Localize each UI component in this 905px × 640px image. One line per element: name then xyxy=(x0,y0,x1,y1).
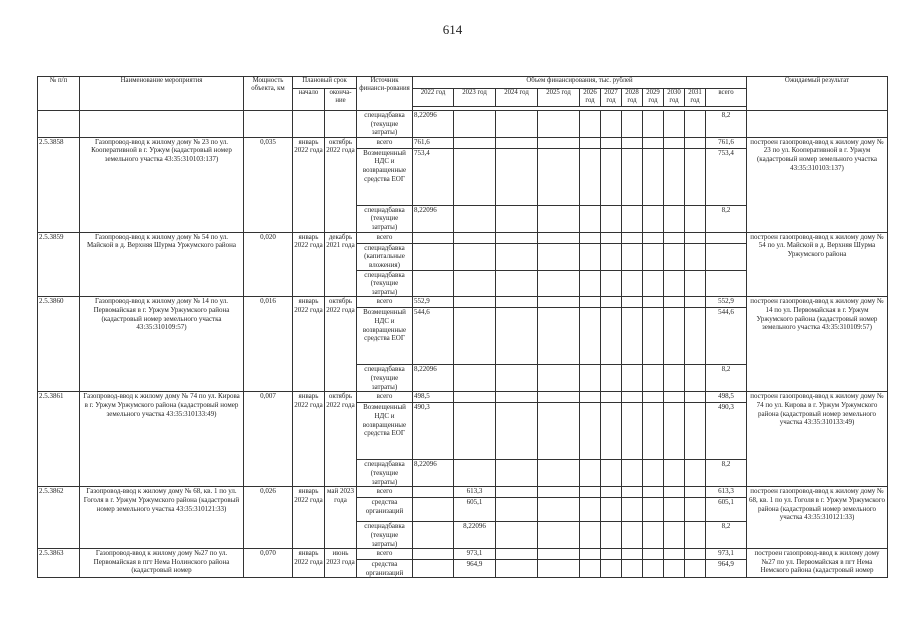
cell-year-empty xyxy=(664,205,685,232)
cell-year-2023: 613,3 xyxy=(454,487,496,498)
cell-year-empty xyxy=(538,297,580,308)
cell-result: построен газопровод-ввод к жилому дому №27 по ул. Первомайская в пгт Нема Немского района (кадастровый номер xyxy=(747,549,888,578)
cell-year-2022: 498,5 xyxy=(413,392,454,403)
header-year: 2025 год xyxy=(538,89,580,107)
cell-year-empty xyxy=(622,148,643,205)
cell-year-empty xyxy=(622,297,643,308)
cell-year-empty xyxy=(622,403,643,460)
cell-year-empty xyxy=(496,460,538,487)
cell-year-empty xyxy=(580,560,601,578)
cell-year-empty xyxy=(664,232,685,243)
cell-year-empty xyxy=(580,403,601,460)
cell-year-empty xyxy=(622,460,643,487)
cell-year-empty xyxy=(538,392,580,403)
cell-year-empty xyxy=(664,297,685,308)
table-row xyxy=(38,232,888,243)
cell-year-2022 xyxy=(413,498,454,522)
cell-capacity: 0,007 xyxy=(244,392,293,487)
cell-year-empty xyxy=(496,243,538,270)
cell-year-empty xyxy=(538,560,580,578)
cell-year-2022: 8,22096 xyxy=(413,205,454,232)
cell-year-empty xyxy=(622,522,643,549)
header-year: 2031 год xyxy=(685,89,706,107)
header-start: начало xyxy=(293,89,325,111)
cell-total: 973,1 xyxy=(706,549,747,560)
cell-start: январь 2022 года xyxy=(293,392,325,487)
cell-num: 2.5.3862 xyxy=(38,487,80,549)
cell-year-empty xyxy=(643,403,664,460)
cell-year-empty xyxy=(538,205,580,232)
cell-year-empty xyxy=(580,365,601,392)
cell-year-2022 xyxy=(413,560,454,578)
cell-total: 761,6 xyxy=(706,137,747,148)
cell-year-2022: 544,6 xyxy=(413,308,454,365)
table-row xyxy=(38,111,888,138)
cell-year-empty xyxy=(643,522,664,549)
cell-year-empty xyxy=(622,549,643,560)
cell-year-2022 xyxy=(413,243,454,270)
cell-year-2023 xyxy=(454,403,496,460)
cell-year-empty xyxy=(580,148,601,205)
cell-start: январь 2022 года xyxy=(293,232,325,297)
cell-year-empty xyxy=(664,148,685,205)
cell-year-empty xyxy=(685,498,706,522)
cell-year-empty xyxy=(664,487,685,498)
header-total: всего xyxy=(706,89,747,107)
cell-end: октябрь 2022 года xyxy=(325,137,357,232)
cell-year-empty xyxy=(601,392,622,403)
cell-source: спецнадбавка (текущие затраты) xyxy=(357,111,413,138)
cell-year-2023 xyxy=(454,243,496,270)
cell-name: Газопровод-ввод к жилому дому № 14 по ул. Первомайская в г. Уржум Уржумского района (кадастровый номер земельного участка 43:35:310109:57) xyxy=(80,297,244,392)
cell-year-2023 xyxy=(454,232,496,243)
cell-year-empty xyxy=(580,308,601,365)
cell-year-empty xyxy=(496,560,538,578)
header-year: 2026 год xyxy=(580,89,601,107)
cell-year-empty xyxy=(601,232,622,243)
cell-year-2023 xyxy=(454,137,496,148)
cell-year-empty xyxy=(685,392,706,403)
cell-num: 2.5.3860 xyxy=(38,297,80,392)
cell-year-empty xyxy=(685,137,706,148)
cell-year-empty xyxy=(622,308,643,365)
cell-year-empty xyxy=(601,308,622,365)
cell-year-2023 xyxy=(454,460,496,487)
cell-year-empty xyxy=(601,148,622,205)
cell-source: спецнадбавка (текущие затраты) xyxy=(357,365,413,392)
cell-source: спецнадбавка (капитальные вложения) xyxy=(357,243,413,270)
cell-year-empty xyxy=(580,460,601,487)
cell-year-empty xyxy=(685,243,706,270)
table-row xyxy=(38,297,888,308)
cell-total: 964,9 xyxy=(706,560,747,578)
cell-year-2023 xyxy=(454,365,496,392)
header-plan-period: Плановый срок xyxy=(293,77,357,89)
cell-source: всего xyxy=(357,549,413,560)
cell-year-empty xyxy=(685,522,706,549)
cell-total xyxy=(706,243,747,270)
cell-end: октябрь 2022 года xyxy=(325,297,357,392)
cell-year-empty xyxy=(601,549,622,560)
cell-year-empty xyxy=(580,487,601,498)
cell-year-empty xyxy=(622,392,643,403)
cell-year-empty xyxy=(622,232,643,243)
cell-source: всего xyxy=(357,487,413,498)
cell-year-empty xyxy=(496,148,538,205)
cell-start: январь 2022 года xyxy=(293,549,325,578)
cell-source: спецнадбавка (текущие затраты) xyxy=(357,522,413,549)
cell-year-2022: 761,6 xyxy=(413,137,454,148)
cell-total: 498,5 xyxy=(706,392,747,403)
cell-year-2023: 973,1 xyxy=(454,549,496,560)
cell-year-empty xyxy=(538,460,580,487)
header-year: 2024 год xyxy=(496,89,538,107)
header-year: 2030 год xyxy=(664,89,685,107)
cell-year-empty xyxy=(643,243,664,270)
cell-year-empty xyxy=(685,297,706,308)
cell-year-empty xyxy=(496,308,538,365)
cell-result: построен газопровод-ввод к жилому дому № 14 по ул. Первомайская в г. Уржум Уржумского района (кадастровый номер земельного участка 43:35:310109:57) xyxy=(747,297,888,392)
cell-capacity: 0,070 xyxy=(244,549,293,578)
cell-source: всего xyxy=(357,392,413,403)
cell-year-empty xyxy=(664,243,685,270)
cell-year-2022 xyxy=(413,270,454,297)
cell-result: построен газопровод-ввод к жилому дому № 54 по ул. Майской в д. Верхняя Шурма Уржумского района xyxy=(747,232,888,297)
cell-year-empty xyxy=(580,392,601,403)
cell-year-empty xyxy=(601,560,622,578)
cell-end: октябрь 2022 года xyxy=(325,392,357,487)
cell-year-2022 xyxy=(413,232,454,243)
cell-year-empty xyxy=(538,232,580,243)
cell-year-empty xyxy=(643,560,664,578)
cell-year-empty xyxy=(643,270,664,297)
cell-year-empty xyxy=(538,487,580,498)
cell-year-empty xyxy=(622,205,643,232)
cell-source: Возмещенный НДС и возвращенные средства ЕОГ xyxy=(357,403,413,460)
header-year: 2029 год xyxy=(643,89,664,107)
cell-year-empty xyxy=(685,205,706,232)
cell-year-empty xyxy=(664,522,685,549)
cell-year-empty xyxy=(601,137,622,148)
table-row xyxy=(38,487,888,498)
header-year: 2028 год xyxy=(622,89,643,107)
cell-year-empty xyxy=(601,365,622,392)
cell-year-empty xyxy=(580,522,601,549)
header-result: Ожидаемый результат xyxy=(747,77,888,111)
cell-year-empty xyxy=(622,365,643,392)
header-year: 2023 год xyxy=(454,89,496,107)
cell-start: январь 2022 года xyxy=(293,297,325,392)
cell-year-empty xyxy=(622,498,643,522)
cell-year-2022 xyxy=(413,487,454,498)
cell-name: Газопровод-ввод к жилому дому № 74 по ул. Кирова в г. Уржум Уржумского района (кадастровый номер земельного участка 43:35:310133:49) xyxy=(80,392,244,487)
cell-year-empty xyxy=(622,487,643,498)
cell-year-empty xyxy=(496,365,538,392)
cell-year-empty xyxy=(643,365,664,392)
cell-year-2022: 8,22096 xyxy=(413,365,454,392)
header-capacity: Мощность объекта, км xyxy=(244,77,293,111)
cell-year-empty xyxy=(601,460,622,487)
cell-year-empty xyxy=(538,549,580,560)
cell-source: всего xyxy=(357,232,413,243)
cell-year-2023 xyxy=(454,308,496,365)
cell-result: построен газопровод-ввод к жилому дому № 23 по ул. Кооперативной в г. Уржум (кадастровый номер земельного участка 43:35:310103:137) xyxy=(747,137,888,232)
cell-year-2023: 605,1 xyxy=(454,498,496,522)
header-year: 2022 год xyxy=(413,89,454,107)
cell-year-2023 xyxy=(454,205,496,232)
cell-source: спецнадбавка (текущие затраты) xyxy=(357,460,413,487)
cell-year-empty xyxy=(580,205,601,232)
cell-year-empty xyxy=(538,498,580,522)
cell-year-empty xyxy=(538,522,580,549)
cell-year-empty xyxy=(496,392,538,403)
cell-year-2023: 8,22096 xyxy=(454,522,496,549)
cell-year-2023 xyxy=(454,148,496,205)
cell-year-empty xyxy=(643,392,664,403)
cell-end: май 2023 года xyxy=(325,487,357,549)
cell-capacity: 0,035 xyxy=(244,137,293,232)
cell-total: 544,6 xyxy=(706,308,747,365)
funding-table xyxy=(37,76,888,578)
cell-year-empty xyxy=(685,270,706,297)
cell-total: 552,9 xyxy=(706,297,747,308)
cell-year-empty xyxy=(601,403,622,460)
cell-year-empty xyxy=(685,460,706,487)
cell-year-empty xyxy=(496,205,538,232)
cell-total: 613,3 xyxy=(706,487,747,498)
cell-year-empty xyxy=(664,549,685,560)
cell-year-empty xyxy=(601,205,622,232)
cell-num: 2.5.3859 xyxy=(38,232,80,297)
cell-year-empty xyxy=(643,308,664,365)
cell-result: построен газопровод-ввод к жилому дому № 68, кв. 1 по ул. Гоголя в г. Уржум Уржумского района (кадастровый номер земельного участка 43:35:310121:33) xyxy=(747,487,888,549)
cell-source: всего xyxy=(357,297,413,308)
cell-name: Газопровод-ввод к жилому дому № 54 по ул. Майской в д. Верхняя Шурма Уржумского района xyxy=(80,232,244,297)
cell-year-empty xyxy=(664,560,685,578)
cell-year-empty xyxy=(622,270,643,297)
cell-year-empty xyxy=(496,137,538,148)
cell-year-empty xyxy=(685,365,706,392)
cell-start: январь 2022 года xyxy=(293,137,325,232)
header-name: Наименование мероприятия xyxy=(80,77,244,111)
cell-end: декабрь 2021 года xyxy=(325,232,357,297)
cell-total: 8,2 xyxy=(706,522,747,549)
cell-source: спецнадбавка (текущие затраты) xyxy=(357,205,413,232)
cell-year-empty xyxy=(496,232,538,243)
cell-num: 2.5.3863 xyxy=(38,549,80,578)
cell-year-empty xyxy=(664,392,685,403)
cell-year-empty xyxy=(496,270,538,297)
cell-source: Возмещенный НДС и возвращенные средства ЕОГ xyxy=(357,308,413,365)
cell-year-empty xyxy=(643,148,664,205)
cell-year-empty xyxy=(664,137,685,148)
cell-year-empty xyxy=(496,522,538,549)
cell-total xyxy=(706,270,747,297)
page-number: 614 xyxy=(442,22,463,37)
cell-start: январь 2022 года xyxy=(293,487,325,549)
cell-total xyxy=(706,232,747,243)
cell-year-empty xyxy=(580,297,601,308)
cell-source: средства организаций xyxy=(357,560,413,578)
cell-total: 8,2 xyxy=(706,205,747,232)
cell-year-empty xyxy=(496,487,538,498)
cell-year-empty xyxy=(643,205,664,232)
cell-year-empty xyxy=(580,243,601,270)
cell-name: Газопровод-ввод к жилому дому № 23 по ул. Кооперативной в г. Уржум (кадастровый номер земельного участка 43:35:310103:137) xyxy=(80,137,244,232)
cell-year-empty xyxy=(622,560,643,578)
cell-source: средства организаций xyxy=(357,498,413,522)
cell-year-empty xyxy=(538,365,580,392)
cell-year-2022: 753,4 xyxy=(413,148,454,205)
cell-year-empty xyxy=(685,487,706,498)
table-row xyxy=(38,392,888,403)
cell-year-empty xyxy=(643,549,664,560)
cell-year-empty xyxy=(664,498,685,522)
table-row xyxy=(38,549,888,560)
cell-year-empty xyxy=(496,297,538,308)
header-source: Источник финанси-рования xyxy=(357,77,413,111)
cell-name: Газопровод-ввод к жилому дому № 68, кв. 1 по ул. Гоголя в г. Уржум Уржумского района (кадастровый номер земельного участка 43:35:310121:33) xyxy=(80,487,244,549)
cell-year-empty xyxy=(580,232,601,243)
cell-year-empty xyxy=(685,560,706,578)
cell-year-2022 xyxy=(413,549,454,560)
cell-year-empty xyxy=(643,137,664,148)
cell-total: 8,2 xyxy=(706,460,747,487)
cell-num: 2.5.3861 xyxy=(38,392,80,487)
cell-year-2022 xyxy=(413,522,454,549)
cell-year-empty xyxy=(685,148,706,205)
cell-year-2022: 8,22096 xyxy=(413,460,454,487)
cell-year-empty xyxy=(580,137,601,148)
cell-year-empty xyxy=(601,487,622,498)
cell-year-empty xyxy=(496,549,538,560)
cell-year-empty xyxy=(643,498,664,522)
cell-year-2023 xyxy=(454,297,496,308)
header-num: № п/п xyxy=(38,77,80,111)
table-row xyxy=(38,137,888,148)
cell-year-empty xyxy=(538,270,580,297)
cell-year-2022: 8,22096 xyxy=(413,111,454,138)
cell-total: 8,2 xyxy=(706,111,747,138)
cell-year-empty xyxy=(538,148,580,205)
cell-year-empty xyxy=(496,403,538,460)
header-funding: Объем финансирования, тыс. рублей xyxy=(413,77,747,89)
cell-total: 753,4 xyxy=(706,148,747,205)
cell-source: всего xyxy=(357,137,413,148)
cell-capacity: 0,016 xyxy=(244,297,293,392)
cell-year-empty xyxy=(622,243,643,270)
cell-year-empty xyxy=(496,498,538,522)
cell-year-empty xyxy=(538,403,580,460)
cell-end: июнь 2023 года xyxy=(325,549,357,578)
cell-year-2022: 490,3 xyxy=(413,403,454,460)
cell-capacity: 0,026 xyxy=(244,487,293,549)
cell-year-empty xyxy=(664,460,685,487)
cell-year-empty xyxy=(643,232,664,243)
cell-year-2022: 552,9 xyxy=(413,297,454,308)
cell-total: 490,3 xyxy=(706,403,747,460)
cell-year-empty xyxy=(685,308,706,365)
cell-capacity: 0,020 xyxy=(244,232,293,297)
cell-year-empty xyxy=(538,137,580,148)
cell-year-empty xyxy=(580,498,601,522)
cell-year-empty xyxy=(643,297,664,308)
cell-name: Газопровод-ввод к жилому дому №27 по ул. Первомайская в пгт Нема Нолинского района (кадастровый номер xyxy=(80,549,244,578)
cell-year-2023 xyxy=(454,392,496,403)
cell-year-2023: 964,9 xyxy=(454,560,496,578)
cell-year-empty xyxy=(643,460,664,487)
cell-year-empty xyxy=(622,137,643,148)
cell-source: Возмещенный НДС и возвращенные средства ЕОГ xyxy=(357,148,413,205)
header-year: 2027 год xyxy=(601,89,622,107)
cell-year-empty xyxy=(601,297,622,308)
cell-year-empty xyxy=(685,549,706,560)
cell-year-empty xyxy=(601,498,622,522)
cell-year-2023 xyxy=(454,270,496,297)
cell-year-empty xyxy=(685,403,706,460)
cell-year-empty xyxy=(664,365,685,392)
cell-year-empty xyxy=(580,270,601,297)
header-end: оконча-ние xyxy=(325,89,357,111)
cell-total: 8,2 xyxy=(706,365,747,392)
cell-year-empty xyxy=(601,270,622,297)
cell-year-empty xyxy=(643,487,664,498)
cell-result: построен газопровод-ввод к жилому дому № 74 по ул. Кирова в г. Уржум Уржумского района (кадастровый номер земельного участка 43:35:310133:49) xyxy=(747,392,888,487)
cell-year-empty xyxy=(664,403,685,460)
cell-source: спецнадбавка (текущие затраты) xyxy=(357,270,413,297)
cell-year-empty xyxy=(538,308,580,365)
cell-year-empty xyxy=(601,522,622,549)
cell-year-empty xyxy=(664,270,685,297)
cell-year-empty xyxy=(601,243,622,270)
cell-year-empty xyxy=(538,243,580,270)
cell-num: 2.5.3858 xyxy=(38,137,80,232)
cell-year-empty xyxy=(685,232,706,243)
cell-year-empty xyxy=(664,308,685,365)
cell-year-empty xyxy=(580,549,601,560)
cell-total: 605,1 xyxy=(706,498,747,522)
